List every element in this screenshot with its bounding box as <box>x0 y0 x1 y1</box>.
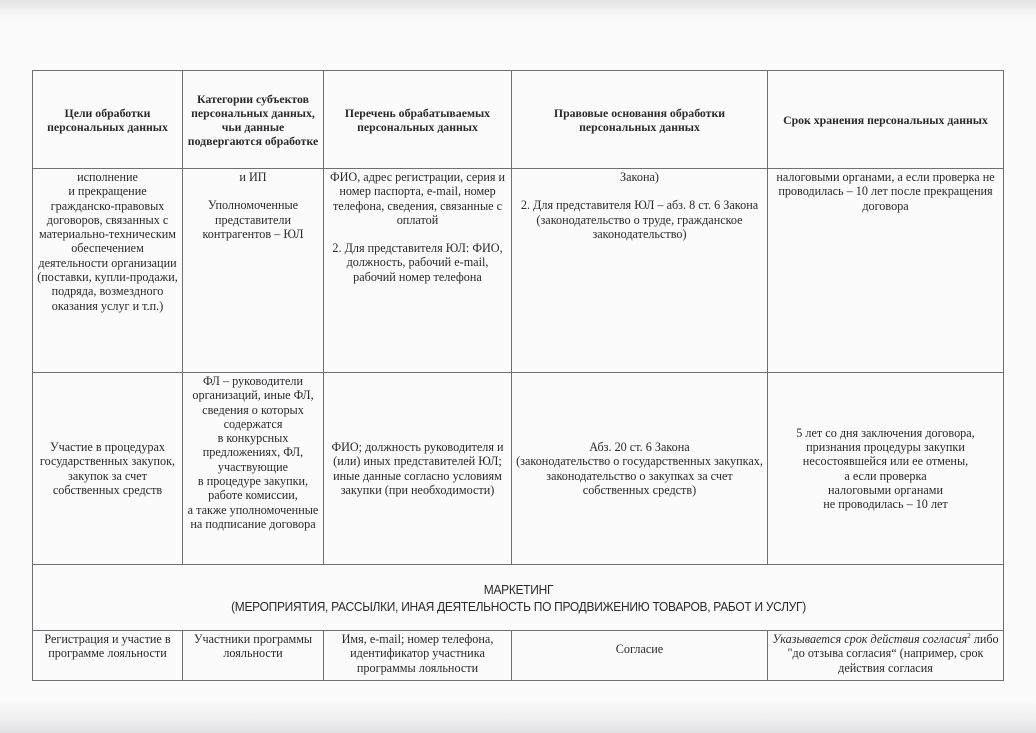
section-header-marketing <box>71 565 964 631</box>
table-header-row <box>33 71 1004 169</box>
categories-text-1: и ИП <box>239 170 267 184</box>
scan-edge-top <box>0 0 1036 22</box>
data-list-text: ФИО; должность руководителя и (или) иных представителей ЮЛ; иные данные согласно условиям закупки (при необходимости) <box>331 439 504 497</box>
cell-purpose <box>33 373 183 565</box>
data-list-text-2: 2. Для представителя ЮЛ: ФИО, должность, рабочий e-mail, рабочий номер телефона <box>332 241 503 284</box>
categories-text-2: Уполномоченные представители контрагентов – ЮЛ <box>202 198 304 241</box>
cell-legal-basis <box>512 373 768 565</box>
table-row <box>33 169 1004 373</box>
table-row <box>33 373 1004 565</box>
cell-data-list <box>324 169 512 373</box>
cell-retention <box>768 169 1004 373</box>
scan-edge-bottom <box>0 700 1036 733</box>
legal-basis-text: Абз. 20 ст. 6 Закона (законодательство о государственных закупках, законодательство о закупках за счет собственных средств) <box>516 439 763 497</box>
cell-retention <box>768 631 1004 681</box>
header-legal-basis: Правовые основания обработки персональных данных <box>512 71 768 169</box>
cell-legal-basis <box>512 169 768 373</box>
section-title: МАРКЕТИНГ <box>483 581 553 597</box>
legal-basis-text-2: 2. Для представителя ЮЛ – абз. 8 ст. 6 Закона (законодательство о труде, гражданское законодательство) <box>520 198 759 241</box>
cell-data-list <box>324 373 512 565</box>
header-subject-categories: Категории субъектов персональных данных, чьи данные подвергаются обработке <box>183 71 324 169</box>
cell-retention <box>768 373 1004 565</box>
header-purpose: Цели обработки персональных данных <box>33 71 183 169</box>
cell-legal-basis: Согласие <box>512 631 768 681</box>
section-header-row <box>33 565 1004 631</box>
retention-plain-text: либо "до отзыва согласия“ (например, срок действия согласия <box>787 632 999 675</box>
cell-categories <box>183 169 324 373</box>
categories-text: ФЛ – руководители организаций, иные ФЛ, сведения о которых содержатся в конкурсных предложениях, ФЛ, участвующие в процедуре закупки, работе комиссии, а также уполномоченные на подписание договора <box>187 374 319 531</box>
cell-categories: Участники программы лояльности <box>183 631 324 681</box>
purpose-text: исполнение и прекращение гражданско-правовых договоров, связанных с материально-техническим обеспечением деятельности организации (поставки, купли-продажи, подряда, возмездного оказания услуг и т.п.) <box>37 170 178 313</box>
retention-text: налоговыми органами, а если проверка не проводилась – 10 лет после прекращения договора <box>776 170 995 213</box>
legal-basis-text-1: Закона) <box>620 170 659 184</box>
personal-data-processing-table <box>32 70 1004 681</box>
section-subtitle: (МЕРОПРИЯТИЯ, РАССЫЛКИ, ИНАЯ ДЕЯТЕЛЬНОСТЬ ПО ПРОДВИЖЕНИЮ ТОВАРОВ, РАБОТ И УСЛУГ) <box>230 598 806 614</box>
footnote-marker: 2 <box>967 631 971 640</box>
header-data-list: Перечень обрабатываемых персональных данных <box>324 71 512 169</box>
retention-text: 5 лет со дня заключения договора, признания процедуры закупки несостоявшейся или ее отмены, а если проверка налоговыми органами не проводилась – 10 лет <box>796 425 975 512</box>
purpose-text: Участие в процедурах государственных закупок, закупок за счет собственных средств <box>39 439 176 497</box>
data-list-text-1: ФИО, адрес регистрации, серия и номер паспорта, e-mail, номер телефона, сведения, связанные с оплатой <box>329 170 506 227</box>
cell-purpose <box>33 169 183 373</box>
retention-italic-text: Указывается срок действия согласия <box>772 632 968 646</box>
header-retention: Срок хранения персональных данных <box>768 71 1004 169</box>
cell-purpose: Регистрация и участие в программе лояльности <box>33 631 183 681</box>
cell-data-list: Имя, e-mail; номер телефона, идентификатор участника программы лояльности <box>324 631 512 681</box>
table-row <box>33 631 1004 681</box>
cell-categories <box>183 373 324 565</box>
